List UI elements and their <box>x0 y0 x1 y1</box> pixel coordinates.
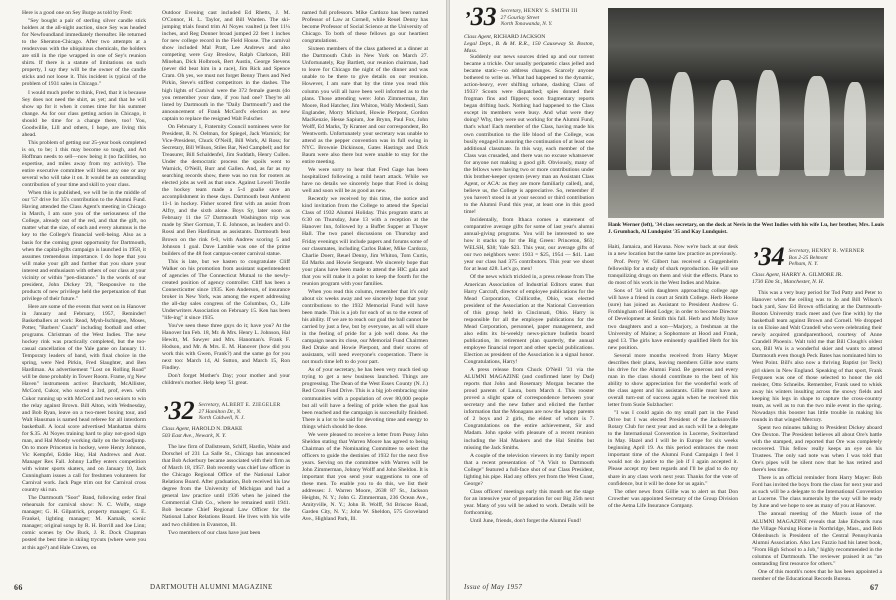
paragraph: I would much prefer to think, Fred, that it is because Sey does not need the shirt, as yet; and that he will show up for it when it comes time for his summer change. As for our class getting action in Chicago, it should be time for a change there, too! You, Goodwillie, Lill and others, I hope, are living this ahead. <box>22 89 146 138</box>
photo-caption: Hank Werner (left), '34 class secretary, on the dock at Nevis in the West Indies with his wife Lu, her brother, Mrs. Louis J. Grumbach, Al Lundquist '35 and Kay Lundquist. <box>608 222 884 235</box>
paragraph: We were pleased to receive a letter from Pussy John Sheldon stating that Warren Moore has agreed to being Chairman of the Nominating Committee to select the officers to guide the destinies of 1932 for the next five years. Serving on the committee with Warren will be John Zimmerman, Johnny Wolff and John Sheldon. It is important that you send your suggestions to one of these men. To enable you to do this, we list their addresses: J. Warren Moore, 2638 87 St., Jackson Heights, N. Y.; John G. Zimmerman, 236 Ocean Ave., Amityville, N. Y.; John B. Wolff, 94 Briscoe Road, Garden City, N. Y.; John W. Sheldon, 575 Groveland Ave., Highland Park, Ill. <box>302 431 428 523</box>
page-number: 66 <box>14 583 23 592</box>
paragraph: This problem of getting our 25-year book completed is on, to be; 1 this may become so tough, and Art Hoffman needs to sell—now being it (no facilities, no expertise, and miles away from my activity). The entire executive committee will bless any one or any several who will take it on. It would be an outstanding contribution of your time and skill to your class. <box>22 139 146 189</box>
paragraph: Suddenly our news sources dried up and our torrent became a trickle. Our usually peripatetic class jelled and became static—no address changes. Scarcely anyone bothered to write us. What had happened to the dynamic, action-heavy, ever shifting urbane, dashing Class of 1933? Scouts were dispatched; spies donned their frogman fins and flippers; soon fragmentary reports began drifting back. Nothing had happened to the Class except its members were busy. And what were they doing? Why, they were out working for the Alumni Fund, that's what! Each member of the Class, having made his own contribution to the life blood of the College, was busily engaged in assuring the continuation of at least one additional classmate. In this way, each member of the Class was crusaded, and there was no excuse whatsoever for anyone not making a good gift. Obviously, many of the fellows were having two or more contributions under this brother-keeper system (every man an Assistant Class Agent, or ACA: as they are more familiarly called), and, believe us, the College is appreciative. So, remember if you haven't stood in at your second or third contribution to the Alumni Fund this year, at least one in this good time! <box>464 54 594 216</box>
class-officers: Secretary, HENRY S. SMITH III 27 Gourlay Street North Tonawanda, N. Y. <box>500 8 578 28</box>
magazine-title: DARTMOUTH ALUMNI MAGAZINE <box>150 583 273 591</box>
left-column-1 <box>22 10 146 578</box>
class-agent-33: Class Agent, RICHARD JACKSON Legal Dept., B. & M. R.R., 150 Causeway St. Boston, Mass. <box>464 34 594 55</box>
right-column-2 <box>608 244 738 578</box>
paragraph: Prof. Perry W. Gilbert has received a Guggenheim fellowship for a study of shark reproduction. He will use tranquilizing drugs on them and visit the effects. Plans to do most of his work in the West Indies and Maine. <box>608 259 738 287</box>
right-column-3 <box>752 290 882 582</box>
paragraph: When you read this column, remember that it's only about six weeks away and we sincerely hope that your contributions to the 1932 Memorial Fund will have been made. This is a job for each of us to the extent of his ability. If we are to reach our goal the ball cannot be carried by just a few, but by everyone, as all will share in the feeling of pride for a job well done. As the campaign nears its close, our Memorial Fund Chairmen Red Drake and Howie Pierpont, and their scores of assistants, will need everyone's cooperation. There is not much time left to do your part. <box>302 288 428 366</box>
paragraph: Here is a good one on Sey Burge as told by Fred: <box>22 10 133 16</box>
left-column-2 <box>162 10 290 394</box>
paragraph: The other news from Gillie was to alert us that Don Crowther was appointed Secretary of the Group Division of the Aetna Life Insurance Company. <box>608 488 738 509</box>
paragraph: Sixteen members of the class gathered at a dinner at the Dartmouth Club in New York on March 27. Unfortunately, Ray Bartlett, our reunion chairman, had to leave for Chicago the night of the dinner and was unable to be there to give details on our reunion. However, I am sure that by the time you read this column you will all have been well informed as to the plans. Those attending were: John Zimmerman, Jim Moore, Rod Hatcher, Jim Whiton, Wally Modestil, Sam Englander, Morry Michard, Howie Pierpont, Gordon MacKenzie, Hesse Sapium, Joe Brynn, Paul Fox, John Wolff, Ed Marks, Ty Kramer and our correspondent, Bo Wentworth. Unfortunately your secretary was unable to attend as the pepper convention was in full swing in NYC. Brownie Dickinson, Gates Hastings and Dick Baum were also there but were unable to stay for the entire meeting. <box>302 46 428 165</box>
photo-water <box>608 170 884 218</box>
paragraph: Several more months received from Harry Mayer describes their plans, leaving members Gillie now starts his drive for the Alumni Fund. Be generous and every man in the class should contribute to the best of his ability to show appreciation for the wonderful work of the class agent and his assistants. Gillie must have an overall turn-out of success again when he received this letter from Susie Sulzbacher: <box>608 352 738 409</box>
paragraph: We were sorry to hear that Fred Gage has been hospitalized following a mild heart attack. While we have no details we sincerely hope that Fred is doing well and soon will be as good as new. <box>302 167 428 195</box>
paragraph: When this is published, we will be in the middle of our '57 drive for 35's contribution to the Alumni Fund. Having attended the Class Agent's meeting in Chicago in March, I am sure you of the seriousness of the College, already out of the red, and that the gift, no matter what the size, of each and every alumnus is the key to the College's financial well-being. Also as a basis for the coming great opportunity for Dartmouth, when the capital-gifts campaign is launched in 1958, it assumes tremendous importance. I do hope that you will make your gift and further that you share your interest and enthusiasm with others of our class at your vicinity or within "pen-distance." In the words of our president, John Dickey '29, "Responsive to the products of new privilege held the perpetuation of that privilege of their future." <box>22 190 146 302</box>
paragraph: This is late, but we hasten to congratulate Cliff Walker on his promotion from assistant superintendent of agencies of The Connecticut Mutual to the newly-created position of agency controller. Cliff has been a Connecticutter since 1935. Ken Anderson, of insurance broker in New York, was among the expert addressing the all-day sales congress of the Columbus, O., Life Underwriters Association on February 15. Ken has been "life-ing" it since 1935. <box>162 258 290 322</box>
left-column-2-continued <box>162 444 290 570</box>
class-heading-34 <box>752 242 865 271</box>
class-officers: Secretary, HENRY R. WERNER Box 2-25 Belmont Pelham, N. Y. <box>788 248 865 268</box>
paragraph: As of your secretary, he has been very much tied up trying to get a new business launched. Things are progressing. The Dean of the West Essex County (N. J.) Red Cross Fund Drive. This is a big job embracing nine communities with a population of over 80,000 people but all will have a feeling of pride when the goal has been reached and the campaign is successfully finished. There is a lot to be said for devoting time and energy to things which should be done. <box>302 367 428 430</box>
person-silhouette <box>712 80 738 176</box>
paragraph: Until June, friends, don't forget the Alumni Fund! <box>470 518 582 525</box>
class-agent-34: Class Agent, HARRY A. GILMORE JR. 1730 Elm St., Manchester, N. H. <box>752 272 843 286</box>
paragraph: Haiti, Jamaica, and Havana. Now we're back at our desk in a new location but the same law practice as previously. <box>608 244 738 258</box>
paragraph: "Sey bought a pair of sterling silver candle stick holders at the all-night auction, since Sey was headed for Newfoundland immediately thereafter. He returned to the Sheraton-Chicago. After two attempts at a rendezvous with the ubiquitous chemicals, the holders are still in the ripe wrapped in one of Sey's reunion shirts. If there is a statute of limitations on such property, I say they will be the owner of the candle sticks and not loose it. This incident is typical of the problem of 1931 sales in Chicago." <box>22 18 146 88</box>
paragraph: Outdoor Evening cast included Ed Rhetts, J. M. O'Connor, H. L. Taylor, and Bill Warden. The ski-jumping trials found trim Al Noyes vaulted (a feet 11¼ inches, and Reg Donner broad jumped 22 feet 1 inches for new college record in the Field House. The carnival show included Mal Pratt, Lee Andrews and also competing were Guy Breslow, Ralph Clarkson, Bill Minehan, Dick Holbrook, Bert Austin, George Stevens (never did beat him in a race), Jim Rick and Spence Cram. Oh yes, we must not forget Benny Thers and Ned Pirkin, Steve's stiffest competitors in the dashes. The high lights of Carnival were the 372 female guests (do you remember your date, if you had one? They're all listed by Dartmouth in the "Daily Dartmouth") and the announcement of Frank McCord's election as new captain to replace the resigned Walt Fulscher. <box>162 10 290 122</box>
paragraph: Class officers' meetings early this month set the stage for an intensive year of preparation for our Big 25th next year. Many of you will be asked to work. Details will be forthcoming. <box>464 488 594 516</box>
right-page <box>450 0 896 600</box>
class-officers: Secretary, ALBERT E. ZIEGELER 27 Hamilton Dr., N. North Caldwell, N. J. <box>198 402 281 422</box>
paragraph: Sons of '34 with daughters approaching college age will have a friend in court at Smith College. Herb Hoene (sure) has joined as Assistant to President Andrew G. Frothingham of Head Lodge; in order to become Director of Development at Smith this fall. Herb and Molly have two daughters and a son—Marjory, a freshman at the University of Maine; a Sophomore at Hood and Frank, aged 13. The girls have eminently qualified Herb for his new position. <box>608 288 738 351</box>
class-heading-32 <box>162 396 281 425</box>
paragraph: Incidentally, from Ithaca comes a statement of comparative average gifts for some of last year's alumni annual-giving programs. You will be interested to see how it stacks up for the Big Green: Princeton, $63; WELSH, $38; Yale $23. This year, our average gifts of our two neighbors were: 1933 = $25, 1954 — $41. Last year our class had 375 contributors. This year we shoot for at least 428. Let's go, men! <box>464 217 594 273</box>
paragraph: There is an official reminder from Harry Mayer: Bob Ford has invited the boys from the class for next year and as such will be a delegate to the International Convention at Lucerne. The class numerals by the way will be ready by June and we hope to see as many of you at Hanover. <box>752 475 882 510</box>
paragraph: Here are some of the events that went on in Hanover in January and February, 1957, Reminder! Basketballers at work: Read, Mysh-Ischingen, Moses, Potter, "Barbers' Coach" including football and other programs. Christman of the West Indies. The new hockey rink was practically completed, but the too-casual cancellation of the Yale game on January 11. Temporary leaders of band, with final choice in the spring, were Ned Pirkin, Fred Slaughter, and Ben Hardiman. As advertisement "Lost on Rolling Road" will be done probably in Tower Room. Frame, n'g New Haven" instruments active: Burchardt, McAllister, McCord, Cukor, who scored a 3rd, prof, even. with Cukor running up with McCord and two seniors to win the relay against Brown. Bill Alton, with Wednesday, and Bob Ryan, leave on a two-meet boxing tour, and Walt Hausman is named head referee for all interdorm basketball. A local score advertised Manhattan shirts for $.35. Al Noyes training hard to play not-good sign man, and Hal Moody working daily on the broadjump. On to more Princeton in hockey, were Henry Johnson, Vic Kempfel, Eddie Hay, Hal Andrews and Asst. Manager Rex Fall. Johnny Laffey enters competition with winter sports skaters, and on January 10, Jack Cunningham issues a call for freshmen volunteers for Carnival work. Jack Page trim out for Carnival cross country ski run. <box>22 303 146 494</box>
right-column-1 <box>464 54 594 578</box>
paragraph: Of the news which trickled in, a press release from The American Association of Industrial Editors states that Harry Carcraft, director of employee publications for the Mead Corporation, Chillicothe, Ohio, was elected president of the Association at the National Convention of this group held in Cincinnati, Ohio. Harry is responsible for all the employee publications for the Mead Corporation, personnel, paper management, and also edits its bi-weekly news-picture bulletin board publication, its retirement plan quarterly, the annual employee financial report and other special publications. Election as president of the Association is a signal honor. Congratulations, Harry! <box>464 274 594 366</box>
paragraph: One of this month's notes that he has been appointed a member of the Educational Records Bureau. <box>752 568 882 582</box>
class-number: ’32 <box>162 396 195 425</box>
paragraph: "I was I could again do my small part in the Fund Drive but I was elected President of the Jacksonville Rotary Club for next year and as such will be a delegate to the International Convention in Lucerne, Switzerland in May. Hazel and I will be in Europe for six weeks beginning April 19. As this period embraces the most important time of the Alumni Fund Campaign I feel I would not do justice to the job if I again accepted it. Please accept my best regards and I'll be glad to do my share in any class work next year. Thanks for the vote of confidence, but it will be done for us again." <box>608 410 738 487</box>
left-column-3 <box>302 10 428 578</box>
paragraph: Recently we received by this time, the notice and kind invitation from the College to attend the Special Class of 1932 Alumni Holiday. This program starts at 6:30 on Thursday, June 13 with a reception at the Hanover Inn, followed by a Buffet Supper at Thayer Hall. The two panel discussions on Thursday and Friday evenings will include papers and forums some of our classmates, including Carlos Baker, Mike Cardozo, Charlie Doerr, Reuel Denny, Jim Whiton, Tom Curtis, Ed Marks and Howie Sergeant. We sincerely hope that your plans have been made to attend the HIC gala and that you will make it a point to keep the fourth for the reunion program with your families. <box>302 196 428 287</box>
class-heading-33 <box>464 2 578 31</box>
dock-photo <box>608 8 884 218</box>
class-number: ’34 <box>752 242 785 271</box>
paragraph: The law firm of Dallstream, Schiff, Hardin, Waite and Dorschel of 231 La Salle St., Chicago has announced that Bob Ackerbury became associated with their firm as of March 18, 1957. Bob recently was chief law officer in the Chicago Regional Office of the National Labor Relations Board. After graduation, Bob received his law degree from the University of Michigan and had a general law practice until 1936 when he joined the Commercial Club Co., where he remained until 1941. Bob became Chief Regional Law Officer for the National Labor Relations Board. He lives with his wife and two children in Evanston, Ill. <box>162 444 290 528</box>
left-page <box>0 0 446 600</box>
issue-date: Issue of May 1957 <box>464 583 523 591</box>
person-silhouette <box>756 70 780 176</box>
person-silhouette <box>844 82 866 176</box>
paragraph: Two members of our class have just been <box>168 529 261 536</box>
paragraph: The Dartmouth "Soot" Band, following order final rehearsals for carnival show: N. C. Wolfe, stage manager; G. H. Gilpatrick, property manager; G. E. Frankel, lighting manager; M. Kamaik, scenic manager; original songs by R. H. Borrill and Joe Linn; comic scenes by Ow Buck, J. R. Dock Chapman posted the best time in skiing trycuts (where were you at this age?) and Hale Craven, on <box>22 495 146 551</box>
paragraph: A press release from Chuck O'Neill '31 via the ALUMNI MAGAZINE (and confirmed later by Dad) reports that John and Rosemary Morgan became the proud parents of Laura, born March 4. This rooster proved a slight spate of correspondence between your secretary and the new father and elicited the further information that the Monagans are now the happy parents of 2 boys and 2 girls, the eldest of whom is 7. Congratulations on the entire achievement, Sir and Madam. John spoke with pleasure of a recent reunion including the Hal Maskers and the Hal Smiths but missing the Jack Smiths. <box>464 367 594 451</box>
class-number: ’33 <box>464 2 497 31</box>
class-agent-32: Class Agent, HAROLD N. DRAKE 503 East Ave., Newark, N. Y. <box>162 426 243 440</box>
paragraph: Spent two minutes talking to President Dickey aboard Ore Dexton. The President believes all about Ore's battle with the stamped, and reported that Ore was completely recovered. This fellow really keeps an eye on his Trustees. The only sad note was when I was told that Ore's pipes will be silent now that he has retired and there's less time. <box>752 424 882 474</box>
paragraph: You've seen these three guys do it; have you? At the Hanover Inn Feb. 18, Mr. & Mrs. Henry L. Johnson, Hal Hewitt, M. Sawyer and Mrs. Hanoman's. Frank F. Hodson, and Mr. & Mrs. E. M. Hanover (how did you work this with Gwen, Frank?) and the same go for you next too: March 14, Al Sutton, and March 15, Ron Findley. <box>162 323 290 372</box>
paragraph: named full professors. Mike Cardozo has been named Professor of Law at Cornell, while Reuel Denny has become Professor of Social Science at the University of Chicago. To both of these fellows go our heartiest congratulations. <box>302 10 428 45</box>
paragraph: On February 1, Fraternity Council nominees were for President, R. N. Oelman, for Spiegel, Jack Warnick; for Vice-President, Chuck O'Neill, Bill Work, Al Ross; for Secretary, Bill Wilson, Stiles Bar, Ned Campbell; and for Treasurer, Bill Schaldenfel, Jim Suddath, Henry Cullen. Under the democratic process the spoils went to Warnick, O'Neill, Burr and Gallen. And, as far as my searching records show, there was no run for rooters as elected jobs as well as that once. Against Lowell Textile the hockey team made a 5-4 goalie save an accomplishment in these days. Dartmouth beat Amherst 11-1 in hockey. Fisher scored first with an assist from Alfry, and the sixth alone. Boys Sy, later soon as February 11 the 57 Dartmouth Washington trip was made by Sher Gorman, T. E. Johnson, as leaders and O. Rossi and Ben Hardiman as assistants. Dartmouth beat Brown on the rink 6-0, with Andrew scoring 5 and Johnson 1 goal. Dave Lambie was one of the prime builders of the 48 foot campus-center carnival statue. <box>162 123 290 257</box>
person-silhouette <box>670 72 694 176</box>
person-silhouette <box>804 76 830 176</box>
paragraph: The annual meeting of the March issue of the ALUMNI MAGAZINE reveals that Jake Edwards runs the Village Nursing Home in Northridge, Mass., and Bob Oldenbusch is President of the Central Pennsylvania Alumni Association. Also Lex Fazzio had his latest book, "From High School to a Job," highly recommended in the columns of Dartmouth. The reviewer praised it as "an outstanding first resource for others." <box>752 511 882 567</box>
page-number: 67 <box>870 583 879 592</box>
paragraph: Don't forget Mother's Day; your mother and your children's mother. Help keep '51 great. <box>162 373 290 387</box>
paragraph: This was a very busy period for Tod Patty and Peter to Hanover when the ceiling was to Jo and Bill Wilson's back yard, Saw Ed Brown officiating at the Dartmouth-Boston University track meet and (we fine with) by the basketball team against Brown and Cornell. We dropped in on Eloise and Walt Crandell who were celebrating their newly acquired grandparenthood, courtesy of Anne Crandell Phoenix. Walt told me that Bill Clough's oldest son, Bill Wu is a wonderful skier and wants to attend Dartmouth even though Peck Bates has nominated him to West Point. Bill's also now a thriving Baptist (or Teck) girl skiers in New England. Speaking of that sport, Frank Fergusen was one of those selected to honor the old meister, Otto Schneibs. Remember, Frank used to whisk away his winters insulting across the snowy fields and keeping his legs in shape to capture the cross-country team, as well as to run the two mile event in the spring. Nowadays this booster has little trouble in making his rounds in that winged Mercury. <box>752 290 882 423</box>
paragraph: A couple of the television viewers in my family report that a recent presentation of "A Visit to Dartmouth College" featured a full-face shot of our Class President, lighting his pipe. Had any offers yet from the West Coast, George? <box>464 452 594 487</box>
person-silhouette <box>626 78 652 176</box>
